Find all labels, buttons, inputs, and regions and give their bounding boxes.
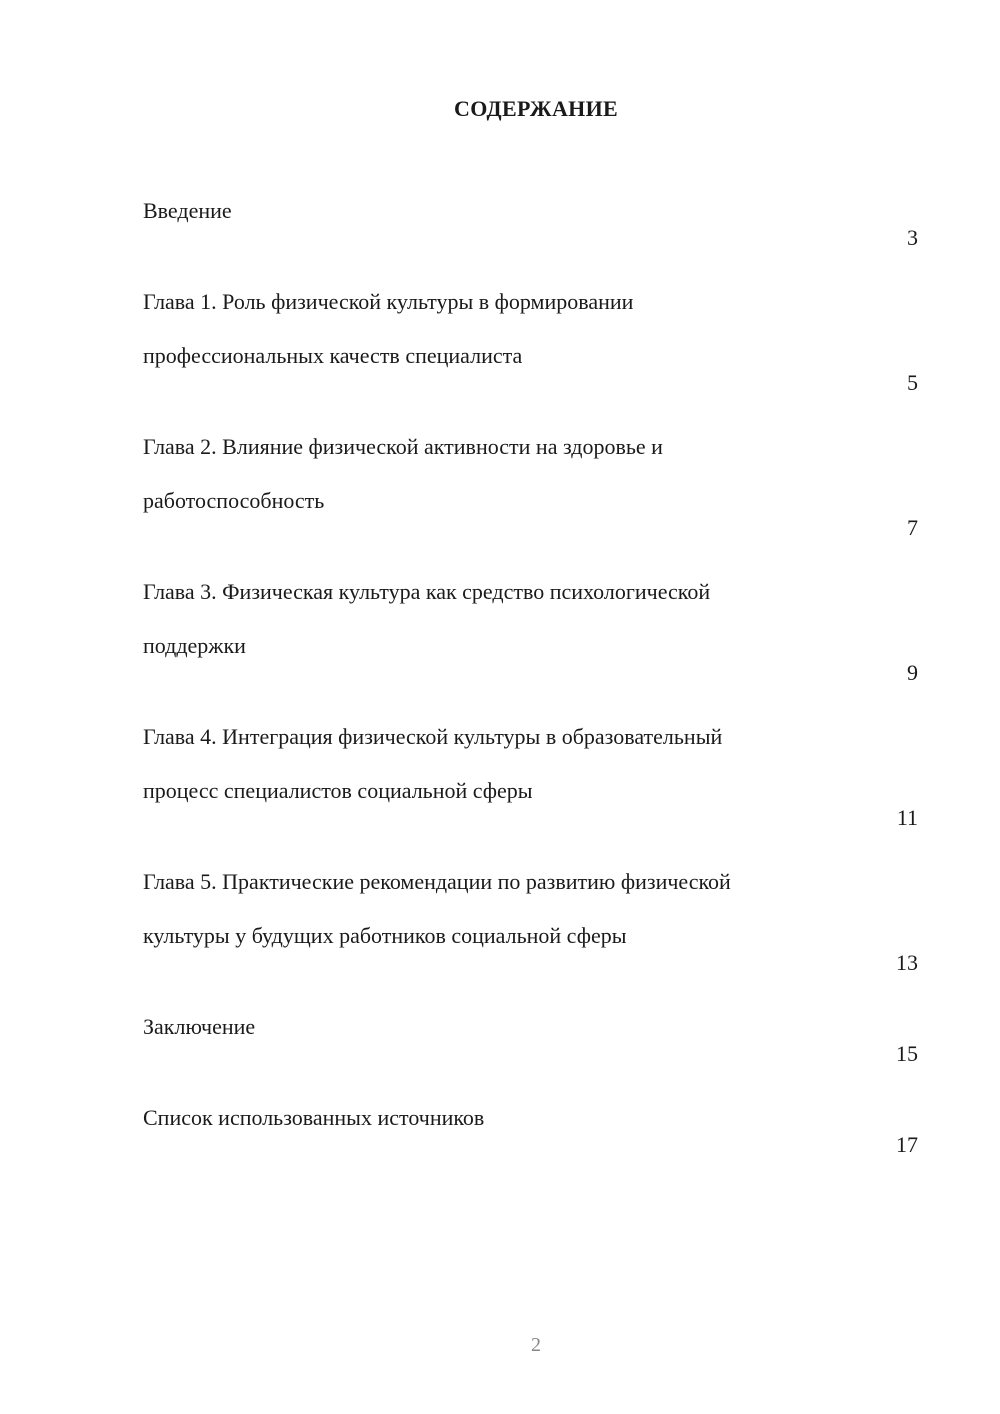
toc-entry-text: Список использованных источников	[143, 1105, 485, 1130]
toc-entry-page: 7	[907, 515, 918, 540]
toc-entry-text: Глава 5. Практические рекомендации по развитию физической культуры у будущих работников социальной сферы	[143, 869, 731, 948]
toc-entry-text: Глава 3. Физическая культура как средство психологической поддержки	[143, 579, 711, 658]
toc-entry-page: 11	[896, 805, 918, 830]
toc-entry-references	[143, 1077, 918, 1158]
toc-entry-page: 5	[907, 370, 918, 395]
toc-entry-text: Глава 4. Интеграция физической культуры в образовательный процесс специалистов социальной сферы	[143, 724, 723, 803]
toc-entry-chapter-5	[143, 841, 918, 976]
toc-entry-introduction	[143, 170, 918, 251]
table-of-contents	[143, 170, 918, 1168]
toc-entry-text: Глава 2. Влияние физической активности на здоровье и работоспособность	[143, 434, 663, 513]
toc-entry-chapter-4	[143, 696, 918, 831]
page-number: 2	[531, 1334, 541, 1356]
toc-entry-text: Глава 1. Роль физической культуры в формировании профессиональных качеств специалиста	[143, 289, 634, 368]
toc-entry-text: Заключение	[143, 1014, 256, 1039]
toc-entry-page: 3	[907, 225, 918, 250]
toc-entry-text: Введение	[143, 198, 232, 223]
toc-entry-page: 13	[896, 950, 918, 975]
toc-entry-chapter-1	[143, 261, 918, 396]
toc-entry-page: 9	[907, 660, 918, 685]
toc-entry-chapter-2	[143, 406, 918, 541]
toc-title: СОДЕРЖАНИЕ	[454, 96, 618, 121]
toc-entry-page: 17	[896, 1132, 918, 1157]
toc-entry-chapter-3	[143, 551, 918, 686]
toc-entry-page: 15	[896, 1041, 918, 1066]
toc-entry-conclusion	[143, 986, 918, 1067]
